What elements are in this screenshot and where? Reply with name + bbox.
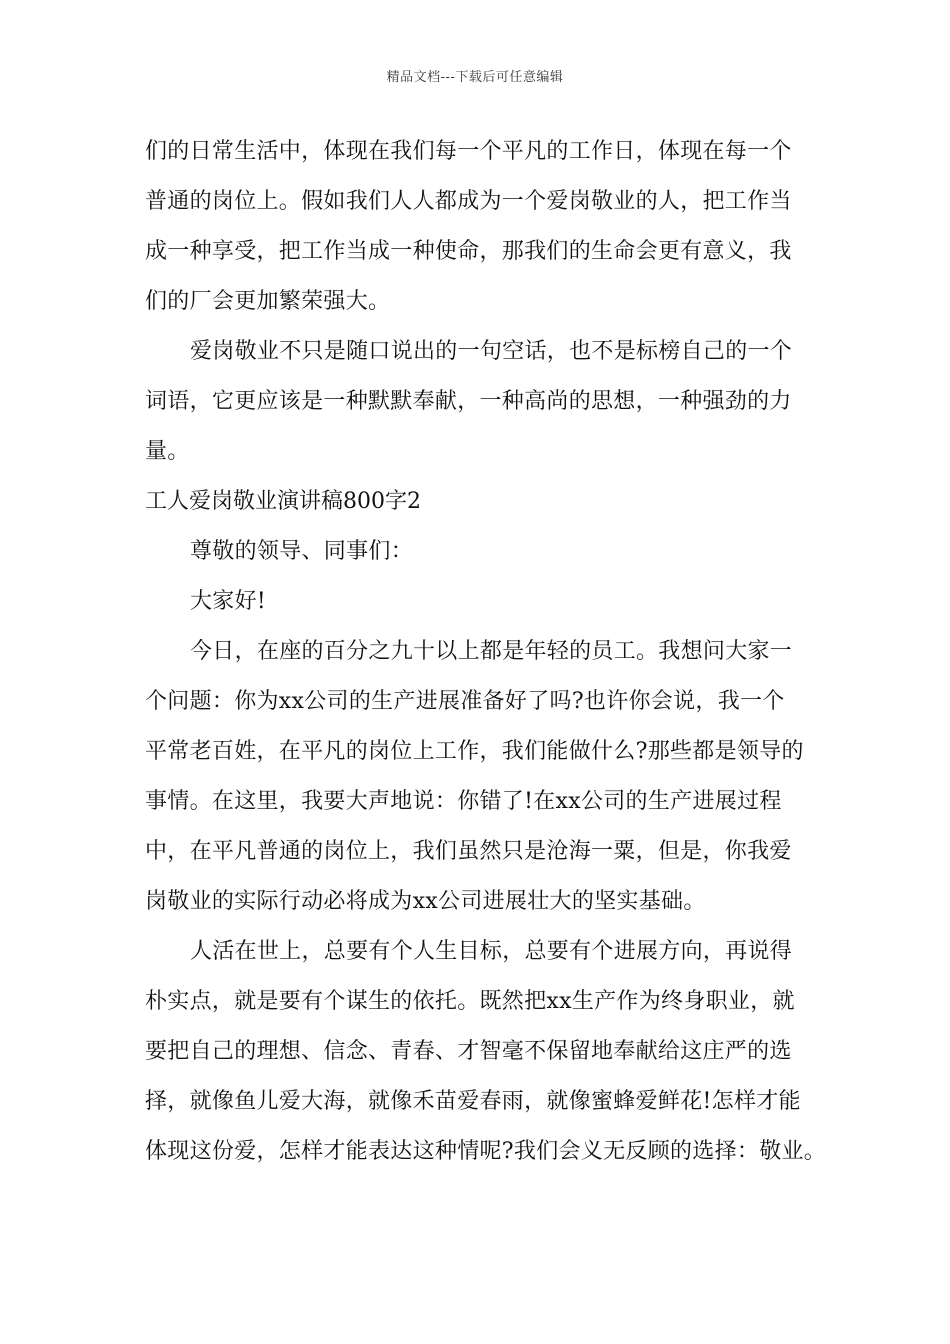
- text-line: 们的日常生活中，体现在我们每一个平凡的工作日，体现在每一个: [145, 139, 792, 164]
- text-line: 个问题：你为xx公司的生产进展准备好了吗?也许你会说，我一个: [145, 689, 785, 714]
- text-line: 平常老百姓，在平凡的岗位上工作，我们能做什么?那些都是领导的: [145, 739, 804, 764]
- text-line: 要把自己的理想、信念、青春、才智毫不保留地奉献给这庄严的选: [145, 1039, 792, 1064]
- text-line: 们的厂会更加繁荣强大。: [145, 289, 391, 314]
- paragraph-start-line: 人活在世上，总要有个人生目标，总要有个进展方向，再说得: [190, 939, 793, 964]
- text-line: 成一种享受，把工作当成一种使命，那我们的生命会更有意义，我: [145, 239, 792, 264]
- text-line: 朴实点，就是要有个谋生的依托。既然把xx生产作为终身职业，就: [145, 989, 795, 1014]
- greeting: 大家好!: [190, 589, 267, 614]
- text-line: 择，就像鱼儿爱大海，就像禾苗爱春雨，就像蜜蜂爱鲜花!怎样才能: [145, 1089, 801, 1114]
- document-body: [145, 127, 825, 1177]
- paragraph-start-line: 今日，在座的百分之九十以上都是年轻的员工。我想问大家一: [190, 639, 793, 664]
- text-line: 岗敬业的实际行动必将成为xx公司进展壮大的坚实基础。: [145, 889, 706, 914]
- text-line: 词语，它更应该是一种默默奉献，一种高尚的思想，一种强劲的力: [145, 389, 792, 414]
- section-title: 工人爱岗敬业演讲稿800字2: [145, 489, 421, 514]
- text-line: 普通的岗位上。假如我们人人都成为一个爱岗敬业的人，把工作当: [145, 189, 792, 214]
- paragraph-start-line: 爱岗敬业不只是随口说出的一句空话，也不是标榜自己的一个: [190, 339, 793, 364]
- text-line: 量。: [145, 439, 190, 464]
- text-line: 中，在平凡普通的岗位上，我们虽然只是沧海一粟，但是，你我爱: [145, 839, 792, 864]
- text-line: 事情。在这里，我要大声地说：你错了!在xx公司的生产进展过程: [145, 789, 782, 814]
- salutation: 尊敬的领导、同事们：: [190, 539, 414, 564]
- text-line: 体现这份爱，怎样才能表达这种情呢?我们会义无反顾的选择：敬业。: [145, 1139, 827, 1164]
- page-header: 精品文档---下载后可任意编辑: [386, 70, 564, 85]
